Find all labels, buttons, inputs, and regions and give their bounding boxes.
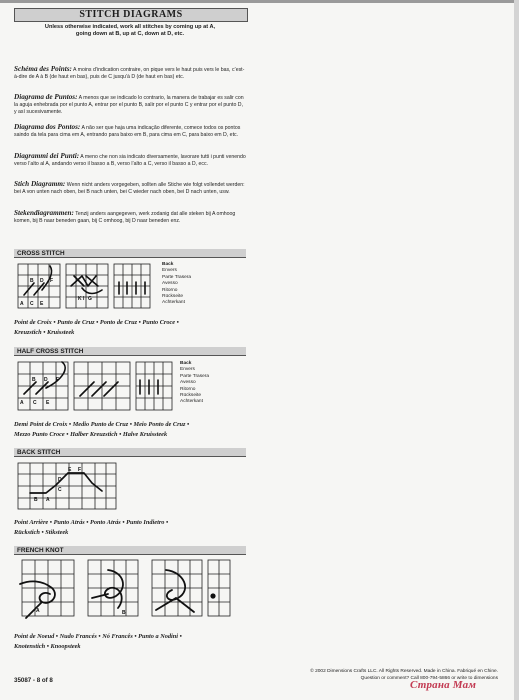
- lang-heading: Schéma des Points:: [14, 65, 72, 73]
- french-knot-diagram: [16, 558, 232, 622]
- top-rule: [0, 0, 519, 3]
- caption-line-2: Mezzo Punto Croce • Halber Kreuzstich • Halve Kruissteek: [14, 431, 168, 438]
- back-stitch-diagram: [16, 461, 120, 513]
- back-legend-item: Avesso: [162, 281, 178, 287]
- knot-dot: [210, 593, 215, 598]
- cross-stitch-caption: [14, 318, 246, 338]
- caption-line-1: Point Arrière • Punto Atrás • Ponto Atrás • Punto Indietro •: [14, 519, 169, 526]
- caption-line-2: Rückstich • Stiksteek: [14, 529, 69, 536]
- lang-heading: Stekendiagrammen:: [14, 209, 74, 217]
- label-e: E: [68, 467, 72, 473]
- caption-line-1: Point de Noeud • Nudo Francés • Nó Francês • Punto a Nodini •: [14, 633, 182, 640]
- label-f: F: [50, 278, 54, 284]
- copyright-line-2: Question or comment? Call 800-794-5866 or write to dimensions: [360, 675, 498, 681]
- lang-italian: [14, 153, 246, 168]
- lang-french: [14, 66, 246, 81]
- caption-line-2: Knotenstich • Knoopsteek: [14, 643, 81, 650]
- section-header-cross-stitch: CROSS STITCH: [14, 249, 246, 258]
- label-b: B: [122, 610, 126, 616]
- label-a: A: [36, 608, 40, 614]
- caption-line-2: Kreuzstich • Kruissteek: [14, 329, 75, 336]
- page-edge: [514, 0, 519, 700]
- back-legend-cross: [162, 262, 191, 307]
- french-knot-caption: [14, 632, 246, 652]
- lang-text: A meno che non sia indicato diversamente, lavorare tutti i punti venendo verso l’alto al A, andando verso il basso a B, verso l’alto a C, verso il basso a D, ecc.: [14, 154, 246, 167]
- label-e: E: [46, 400, 50, 406]
- label-c: C: [30, 301, 34, 307]
- back-legend-title: Back: [180, 361, 192, 366]
- section-header-back-stitch: BACK STITCH: [14, 448, 246, 457]
- label-c: C: [58, 487, 62, 493]
- label-d: D: [58, 477, 62, 483]
- intro-line-1: Unless otherwise indicated, work all stitches by coming up at A,: [44, 24, 216, 30]
- intro-line-2: going down at B, up at C, down at D, etc.: [75, 31, 185, 38]
- label-k: K: [78, 296, 82, 302]
- lang-heading: Diagrammi dei Punti:: [14, 152, 80, 160]
- label-a: A: [20, 301, 24, 307]
- lang-heading: Stich Diagramm:: [14, 180, 66, 188]
- caption-line-1: Demi Point de Croix • Medio Punto de Cruz • Meio Ponto de Cruz •: [14, 421, 190, 428]
- lang-dutch: [14, 210, 246, 225]
- copyright-line-1: © 2002 Dimensions Crafts LLC. All Rights Reserved. Made in China. Fabriqué en Chine.: [310, 669, 498, 674]
- section-header-half-cross-stitch: HALF CROSS STITCH: [14, 347, 246, 356]
- back-legend-item: Ritorno: [162, 287, 178, 293]
- half-cross-stitch-caption: [14, 420, 246, 440]
- back-legend-item: Ritorno: [180, 386, 196, 392]
- lang-text: Tenzij anders aangegeven, werk zodanig dat alle steken bij A omhoog komen, bij B naar beneden gaan, bij C omhoog, bij D naar beneden enz.: [14, 211, 236, 224]
- back-legend-item: Parte Trasera: [162, 274, 192, 280]
- back-legend-item: Envers: [162, 268, 177, 274]
- back-legend-item: Rückseite: [162, 294, 184, 300]
- label-a: A: [46, 497, 50, 503]
- page-title: STITCH DIAGRAMS: [14, 8, 248, 22]
- label-d: D: [44, 377, 48, 383]
- back-legend-item: Envers: [180, 367, 195, 373]
- label-b: B: [30, 278, 34, 284]
- lang-text: Wenn nicht anders vorgegeben, sollten alle Stiche wie folgt vollendet werden: bei A von unten nach oben, bei B nach unten, bei C wieder nach oben, bei D nach unten, usw.: [14, 182, 245, 195]
- lang-spanish: [14, 94, 246, 116]
- cross-stitch-diagram: [16, 262, 152, 312]
- back-legend-title: Back: [162, 262, 174, 267]
- lang-portuguese: [14, 124, 246, 139]
- label-e: E: [40, 301, 44, 307]
- intro-text: [14, 24, 246, 39]
- lang-text: A moins d’indication contraire, on pique vers le haut puis vers le bas, c’est-à-dire de A à B (de haut en bas), puis de C jusqu’à D (de haut en bas) etc.: [14, 67, 245, 80]
- back-legend-item: Achterkant: [180, 399, 203, 405]
- watermark-logo: Страна Мам: [410, 679, 477, 691]
- caption-line-1: Point de Croix • Punto de Cruz • Ponto de Cruz • Punto Croce •: [14, 319, 179, 326]
- back-legend-item: Rückseite: [180, 393, 202, 399]
- label-f: F: [78, 467, 82, 473]
- lang-text: A menos que se indicado lo contrario, la manera de trabajar es salir con la aguja enhebrada por el punto A, entrar por el punto B, salir por el punto C y entrar por el punto D, y así sucesivamente.: [14, 95, 244, 115]
- lang-german: [14, 181, 246, 196]
- label-g: G: [88, 296, 92, 302]
- label-b: B: [34, 497, 38, 503]
- label-i: I: [83, 296, 85, 302]
- label-d: D: [40, 278, 44, 284]
- lang-heading: Diagrama dos Pontos:: [14, 123, 81, 131]
- section-header-french-knot: FRENCH KNOT: [14, 546, 246, 555]
- back-legend-half: [180, 361, 209, 406]
- label-f: F: [56, 377, 60, 383]
- back-legend-item: Avesso: [180, 380, 196, 386]
- lang-text: A não ser que haja uma indicação diferente, comece todos os pontos saindo da tela para cima em A, entrando para baixo em B, para cima em C, para baixo em D, etc.: [14, 125, 241, 138]
- back-legend-item: Achterkant: [162, 300, 185, 306]
- lang-heading: Diagrama de Puntos:: [14, 93, 78, 101]
- label-a: A: [20, 400, 24, 406]
- page-number: 35087 - 8 of 8: [14, 677, 53, 684]
- label-c: C: [33, 400, 37, 406]
- label-b: B: [32, 377, 36, 383]
- back-stitch-caption: [14, 518, 246, 538]
- back-legend-item: Parte Trasera: [180, 373, 210, 379]
- half-cross-stitch-diagram: [16, 360, 176, 414]
